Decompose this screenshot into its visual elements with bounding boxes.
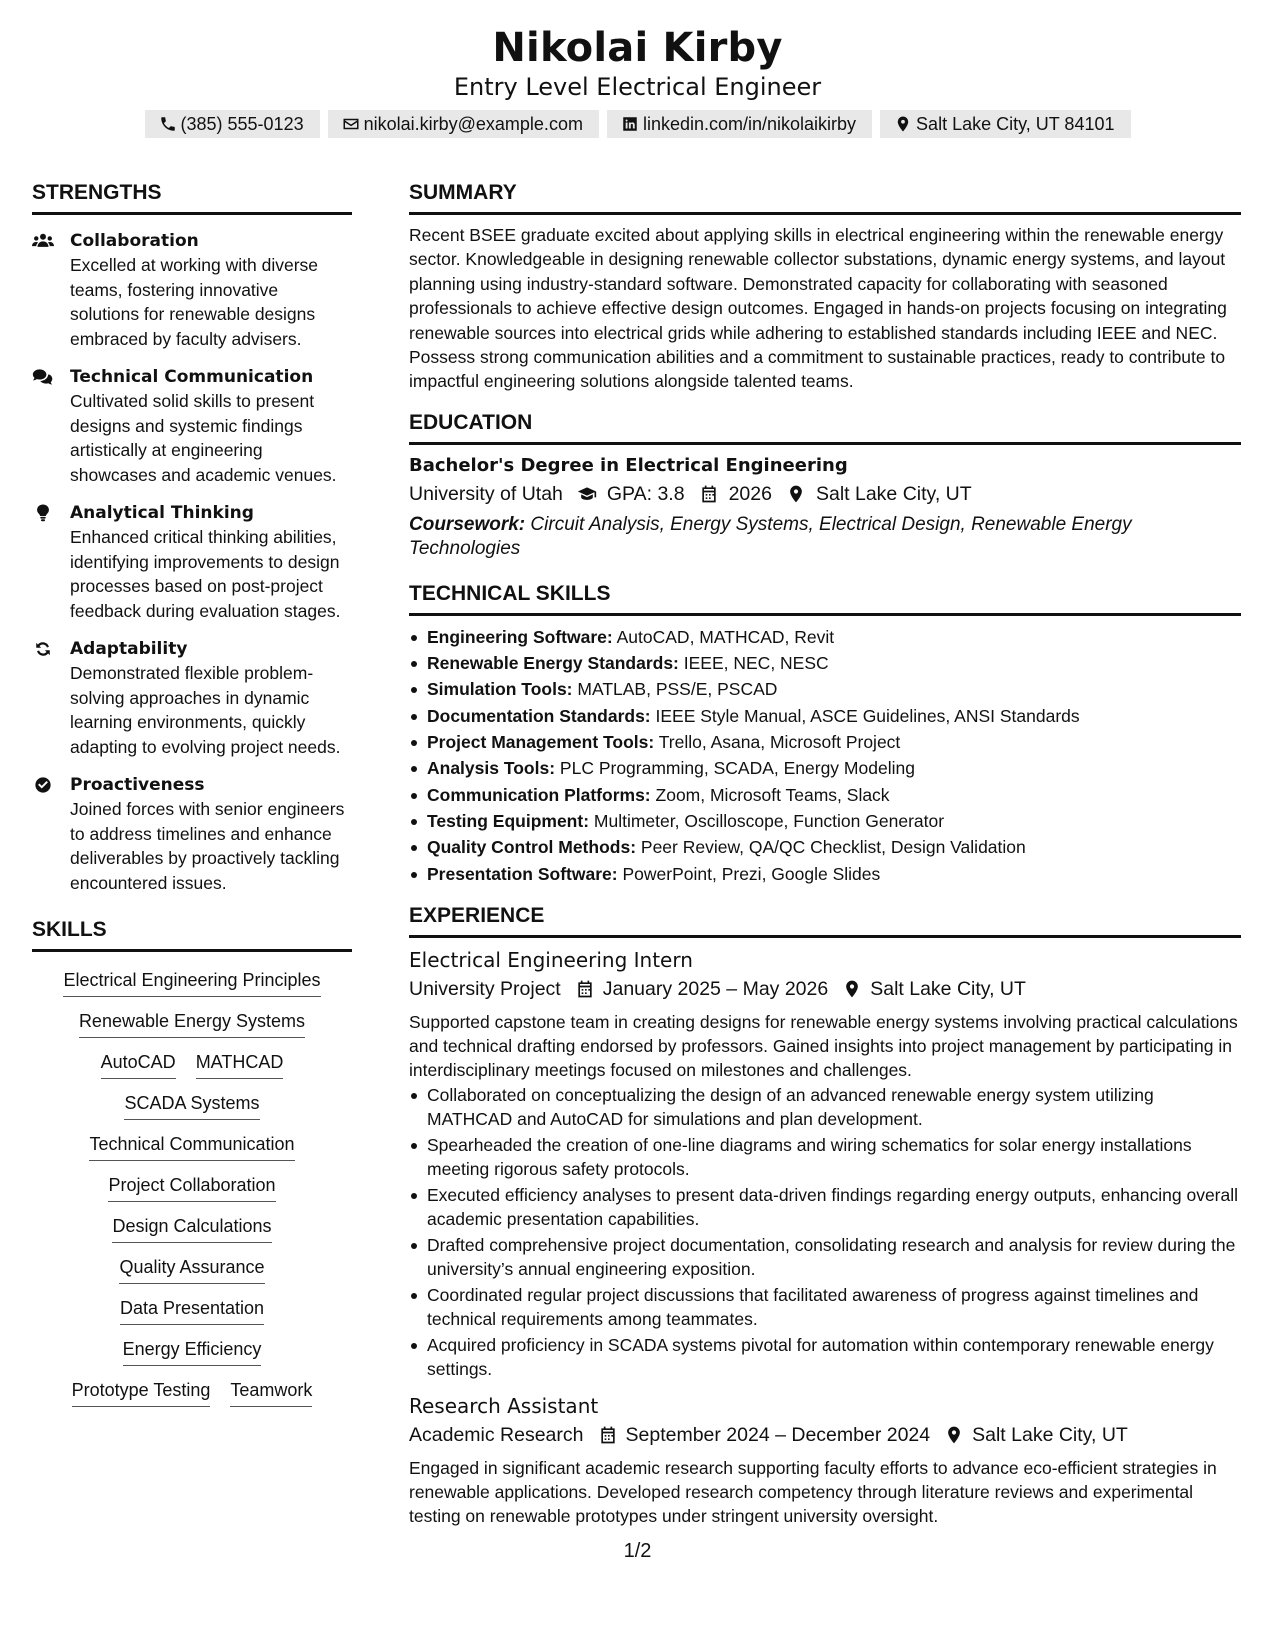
strength-item	[32, 637, 352, 759]
strength-desc: Enhanced critical thinking abilities, identifying improvements to design processes based on post-project feedback during evaluation stages.	[70, 527, 341, 621]
job-dates: September 2024 – December 2024	[625, 1423, 931, 1446]
skills-heading: SKILLS	[32, 917, 352, 952]
right-column	[409, 180, 1241, 1529]
list-item: Project Management Tools: Trello, Asana, Microsoft Project	[409, 729, 1241, 755]
education-heading: EDUCATION	[409, 410, 1241, 445]
strength-name: Collaboration	[70, 231, 199, 251]
list-item: Executed efficiency analyses to present data-driven findings regarding energy outputs, enhancing overall academic presentation capabilities.	[409, 1183, 1241, 1232]
strength-name: Analytical Thinking	[70, 503, 254, 523]
job-location: Salt Lake City, UT	[972, 1423, 1128, 1446]
skill-tag: Technical Communication	[89, 1132, 294, 1161]
list-item: Documentation Standards: IEEE Style Manual, ASCE Guidelines, ANSI Standards	[409, 703, 1241, 729]
list-item: Communication Platforms: Zoom, Microsoft Teams, Slack	[409, 782, 1241, 808]
users-icon	[32, 231, 54, 251]
list-item: Spearheaded the creation of one-line diagrams and wiring schematics for solar energy installations meeting rigorous safety protocols.	[409, 1133, 1241, 1182]
skill-tag: Design Calculations	[112, 1214, 271, 1243]
phone-text: (385) 555-0123	[180, 114, 304, 134]
linkedin-text: linkedin.com/in/nikolaikirby	[642, 114, 857, 134]
degree-title: Bachelor's Degree in Electrical Engineering	[409, 454, 848, 476]
list-item: Quality Control Methods: Peer Review, QA/QC Checklist, Design Validation	[409, 834, 1241, 860]
job-meta	[409, 974, 1241, 1004]
strength-desc: Demonstrated flexible problem-solving approaches in dynamic learning environments, quickly adapting to evolving project needs.	[70, 663, 341, 757]
skill-tag: Electrical Engineering Principles	[63, 968, 320, 997]
school-name: University of Utah	[409, 482, 563, 505]
job-description: Engaged in significant academic research supporting faculty efforts to advance eco-efficient strategies in renewable applications. Developed research competency through literature reviews and experimental testing on renewable prototypes under stringent university oversight.	[409, 1457, 1217, 1527]
strength-desc: Excelled at working with diverse teams, fostering innovative solutions for renewable designs embraced by faculty advisers.	[70, 255, 319, 349]
list-item: Simulation Tools: MATLAB, PSS/E, PSCAD	[409, 676, 1241, 702]
candidate-title: Entry Level Electrical Engineer	[453, 73, 822, 101]
contact-phone[interactable]	[145, 110, 320, 138]
skill-tag: SCADA Systems	[124, 1091, 259, 1120]
strength-item	[32, 501, 352, 623]
list-item: Renewable Energy Standards: IEEE, NEC, NESC	[409, 650, 1241, 676]
calendar-icon	[598, 1425, 618, 1445]
calendar-icon	[699, 484, 719, 504]
location-text: Salt Lake City, UT 84101	[916, 114, 1115, 134]
sync-icon	[32, 639, 54, 659]
map-marker-icon	[944, 1425, 964, 1445]
job-description: Supported capstone team in creating designs for renewable energy systems involving practical calculations and technical drafting endorsed by professors. Gained insights into project management by participating in interdisciplinary meetings focused on milestones and challenges.	[409, 1011, 1238, 1081]
strength-name: Technical Communication	[70, 367, 314, 387]
candidate-name: Nikolai Kirby	[492, 25, 783, 71]
experience-heading: EXPERIENCE	[409, 903, 1241, 938]
job-entry	[409, 1392, 1241, 1529]
list-item: Presentation Software: PowerPoint, Prezi, Google Slides	[409, 861, 1241, 887]
education-meta	[409, 479, 1241, 509]
job-org: University Project	[409, 977, 561, 1000]
grad-year: 2026	[728, 482, 772, 505]
map-marker-icon	[786, 484, 806, 504]
lightbulb-icon	[32, 503, 54, 523]
skill-tag: Data Presentation	[120, 1296, 264, 1325]
list-item: Drafted comprehensive project documentation, consolidating research and analysis for review during the university’s annual engineering exposition.	[409, 1233, 1241, 1282]
job-entry	[409, 946, 1241, 1382]
summary-heading: SUMMARY	[409, 180, 1241, 215]
list-item: Acquired proficiency in SCADA systems pivotal for automation within contemporary renewable energy settings.	[409, 1333, 1241, 1382]
job-dates: January 2025 – May 2026	[602, 977, 829, 1000]
job-title: Electrical Engineering Intern	[409, 947, 693, 972]
strength-item	[32, 229, 352, 351]
skill-tag: AutoCAD	[101, 1050, 176, 1079]
skills-section	[32, 917, 352, 1407]
map-marker-icon	[842, 979, 862, 999]
check-circle-icon	[32, 775, 54, 795]
job-org: Academic Research	[409, 1423, 584, 1446]
job-location: Salt Lake City, UT	[870, 977, 1026, 1000]
technical-skills-heading: TECHNICAL SKILLS	[409, 581, 1241, 616]
map-marker-icon	[894, 115, 912, 133]
skill-tag: Quality Assurance	[119, 1255, 264, 1284]
contact-linkedin[interactable]	[607, 110, 872, 138]
strength-desc: Joined forces with senior engineers to address timelines and enhance deliverables by proactively tackling encountered issues.	[70, 799, 345, 893]
skill-tag: Project Collaboration	[108, 1173, 275, 1202]
resume-header	[0, 0, 1275, 138]
skill-tag: Renewable Energy Systems	[79, 1009, 305, 1038]
contact-location	[880, 110, 1130, 138]
phone-icon	[159, 115, 177, 133]
gpa-text: GPA: 3.8	[606, 482, 685, 505]
strength-item	[32, 773, 352, 895]
contact-bar	[0, 110, 1275, 138]
comments-icon	[32, 367, 54, 387]
coursework-label: Coursework:	[409, 513, 526, 535]
envelope-icon	[342, 115, 360, 133]
contact-email[interactable]	[328, 110, 599, 138]
list-item: Collaborated on conceptualizing the design of an advanced renewable energy system utilizing MATHCAD and AutoCAD for simulations and plan development.	[409, 1083, 1241, 1132]
strength-item	[32, 365, 352, 487]
email-text: nikolai.kirby@example.com	[363, 114, 583, 134]
strengths-heading: STRENGTHS	[32, 180, 352, 215]
graduation-cap-icon	[577, 484, 597, 504]
strength-name: Adaptability	[70, 639, 188, 659]
school-location: Salt Lake City, UT	[815, 482, 972, 505]
calendar-icon	[575, 979, 595, 999]
summary-text: Recent BSEE graduate excited about applying skills in electrical engineering within the renewable energy sector. Knowledgeable in designing renewable collector substations, dynamic energy systems, and layout planning using industry-standard software. Demonstrated capacity for collaborating with seasoned professionals to achieve effective design outcomes. Engaged in hands-on projects focusing on integrating renewable sources into electrical grids while adhering to established standards including IEEE and NEC. Possess strong communication abilities and a commitment to sustainable practices, ready to contribute to impactful engineering solutions alongside talented teams.	[409, 225, 1227, 392]
coursework-list: Circuit Analysis, Energy Systems, Electrical Design, Renewable Energy Technologies	[409, 513, 1132, 559]
list-item: Coordinated regular project discussions that facilitated awareness of progress against timelines and technical requirements among teammates.	[409, 1283, 1241, 1332]
skill-tag: Prototype Testing	[72, 1378, 211, 1407]
skill-tag: MATHCAD	[196, 1050, 284, 1079]
linkedin-icon	[621, 115, 639, 133]
list-item: Analysis Tools: PLC Programming, SCADA, Energy Modeling	[409, 755, 1241, 781]
strength-name: Proactiveness	[70, 775, 205, 795]
technical-skills-list	[409, 624, 1241, 887]
skill-tag: Teamwork	[230, 1378, 312, 1407]
list-item: Testing Equipment: Multimeter, Oscilloscope, Function Generator	[409, 808, 1241, 834]
job-bullets	[409, 1083, 1241, 1382]
coursework	[409, 513, 1241, 561]
job-meta	[409, 1420, 1241, 1450]
skill-tag: Energy Efficiency	[123, 1337, 262, 1366]
page-number: 1/2	[623, 1540, 652, 1562]
strength-desc: Cultivated solid skills to present designs and systemic findings artistically at engineering showcases and academic venues.	[70, 391, 337, 485]
job-title: Research Assistant	[409, 1393, 599, 1418]
list-item: Engineering Software: AutoCAD, MATHCAD, Revit	[409, 624, 1241, 650]
left-column	[32, 180, 352, 1419]
